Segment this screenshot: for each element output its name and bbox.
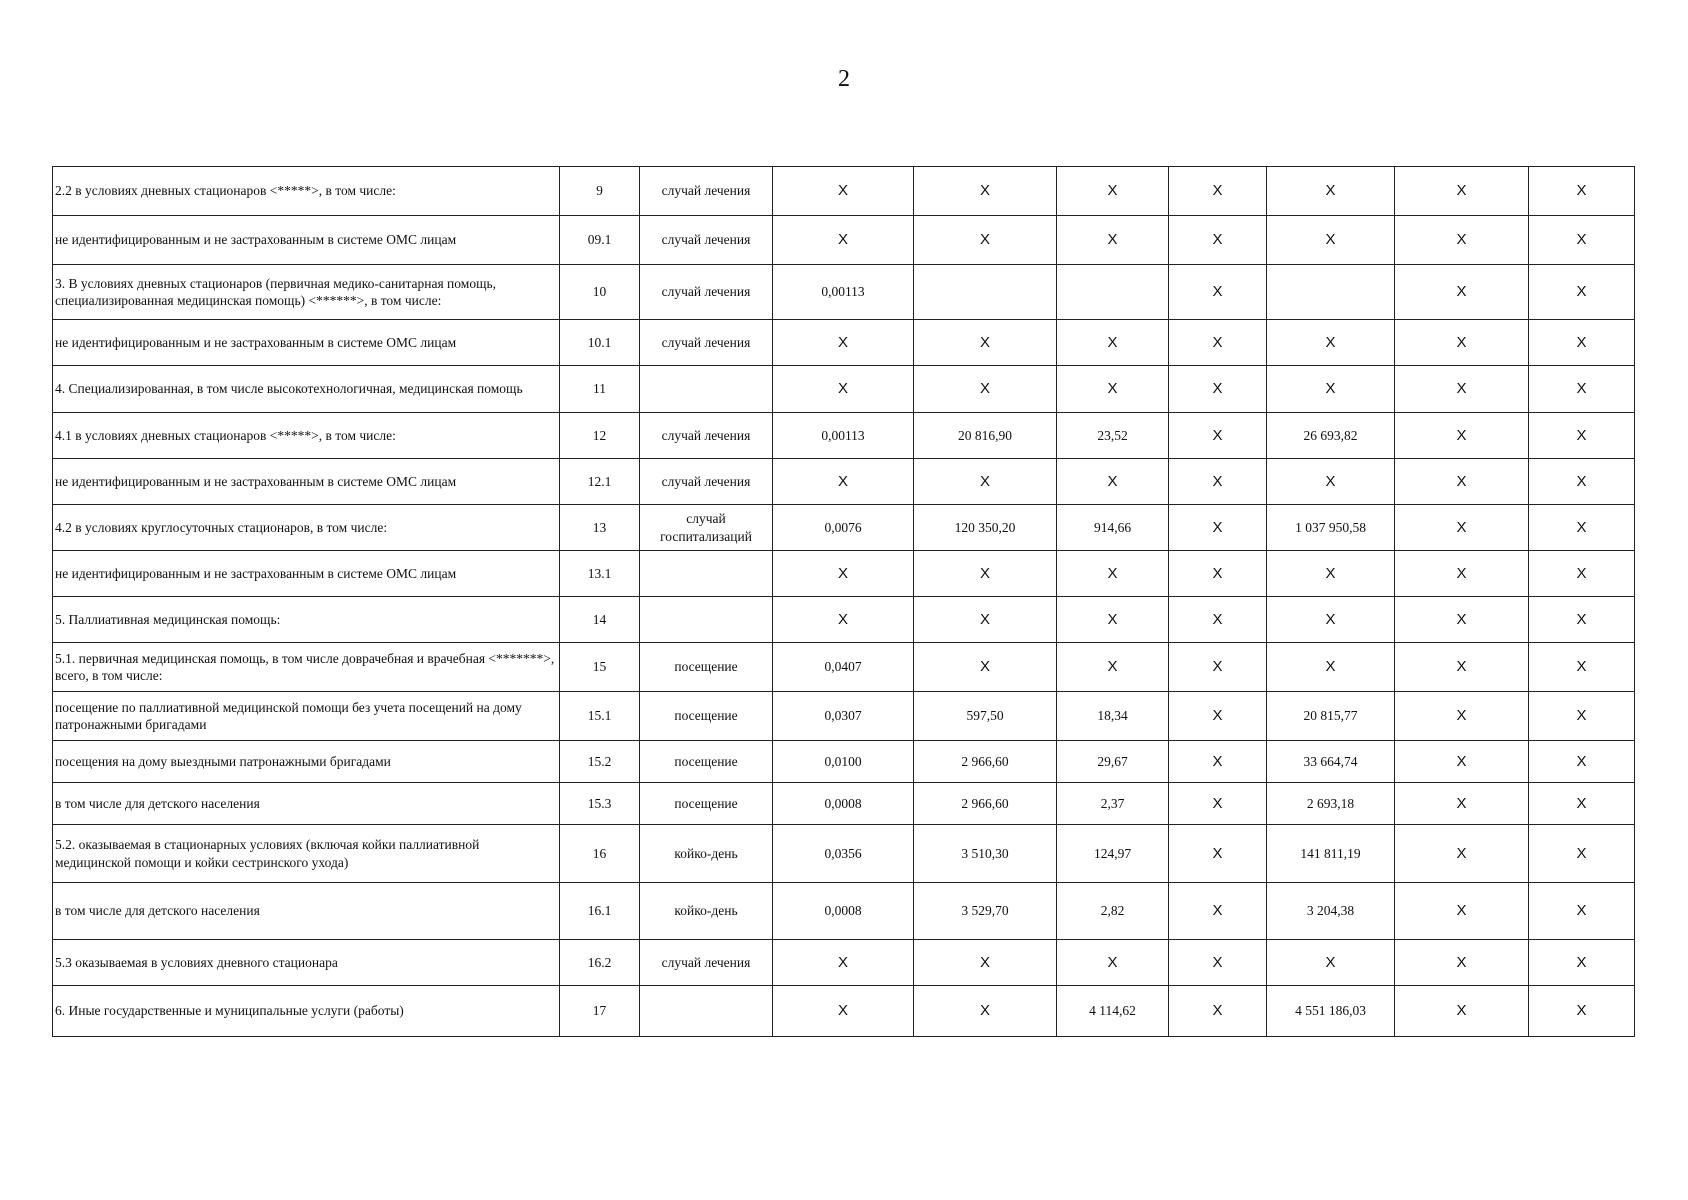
value-cell-6: X <box>1395 741 1529 783</box>
value-cell-5: X <box>1267 940 1395 986</box>
value-cell-5: X <box>1267 320 1395 366</box>
value-cell-2: 3 510,30 <box>914 825 1057 883</box>
value-cell-5: X <box>1267 167 1395 216</box>
row-number-cell: 14 <box>560 597 640 643</box>
value-cell-4: X <box>1169 366 1267 413</box>
value-cell-4: X <box>1169 413 1267 459</box>
value-cell-7: X <box>1529 692 1635 741</box>
unit-cell: случай лечения <box>640 413 773 459</box>
value-cell-3: 2,82 <box>1057 883 1169 940</box>
row-number-cell: 17 <box>560 986 640 1037</box>
row-name-cell: 5.3 оказываемая в условиях дневного стационара <box>53 940 560 986</box>
value-cell-6: X <box>1395 783 1529 825</box>
value-cell-4: X <box>1169 825 1267 883</box>
value-cell-7: X <box>1529 597 1635 643</box>
value-cell-1: 0,0008 <box>773 883 914 940</box>
value-cell-5: X <box>1267 643 1395 692</box>
value-cell-7: X <box>1529 783 1635 825</box>
value-cell-3: 18,34 <box>1057 692 1169 741</box>
row-name-cell: 5.2. оказываемая в стационарных условиях (включая койки паллиативной медицинской помощи и койки сестринского ухода) <box>53 825 560 883</box>
value-cell-1: 0,0356 <box>773 825 914 883</box>
row-number-cell: 09.1 <box>560 216 640 265</box>
value-cell-4: X <box>1169 216 1267 265</box>
row-name-cell: 6. Иные государственные и муниципальные услуги (работы) <box>53 986 560 1037</box>
value-cell-6: X <box>1395 216 1529 265</box>
data-table <box>52 166 1635 1037</box>
value-cell-2: X <box>914 459 1057 505</box>
value-cell-4: X <box>1169 505 1267 551</box>
unit-cell: случай лечения <box>640 265 773 320</box>
table-row <box>53 265 1635 320</box>
value-cell-2: X <box>914 940 1057 986</box>
value-cell-5: 3 204,38 <box>1267 883 1395 940</box>
row-name-cell: в том числе для детского населения <box>53 783 560 825</box>
value-cell-3: X <box>1057 940 1169 986</box>
page-number: 2 <box>838 66 850 92</box>
value-cell-4: X <box>1169 167 1267 216</box>
value-cell-7: X <box>1529 505 1635 551</box>
value-cell-6: X <box>1395 597 1529 643</box>
unit-cell: койко-день <box>640 883 773 940</box>
table-row <box>53 643 1635 692</box>
table-body <box>53 167 1635 1037</box>
value-cell-2: X <box>914 167 1057 216</box>
value-cell-4: X <box>1169 883 1267 940</box>
value-cell-7: X <box>1529 940 1635 986</box>
table-row <box>53 986 1635 1037</box>
value-cell-3: X <box>1057 459 1169 505</box>
table-row <box>53 459 1635 505</box>
value-cell-5: X <box>1267 597 1395 643</box>
value-cell-6: X <box>1395 643 1529 692</box>
value-cell-6: X <box>1395 551 1529 597</box>
value-cell-2: 3 529,70 <box>914 883 1057 940</box>
value-cell-6: X <box>1395 883 1529 940</box>
value-cell-6: X <box>1395 825 1529 883</box>
table-row <box>53 692 1635 741</box>
table-row <box>53 216 1635 265</box>
unit-cell: случай лечения <box>640 940 773 986</box>
value-cell-3: X <box>1057 216 1169 265</box>
table-row <box>53 413 1635 459</box>
table-row <box>53 597 1635 643</box>
row-name-cell: 5. Паллиативная медицинская помощь: <box>53 597 560 643</box>
table-row <box>53 883 1635 940</box>
value-cell-4: X <box>1169 265 1267 320</box>
value-cell-5: 1 037 950,58 <box>1267 505 1395 551</box>
value-cell-3 <box>1057 265 1169 320</box>
unit-cell <box>640 551 773 597</box>
value-cell-1: 0,0407 <box>773 643 914 692</box>
value-cell-3: X <box>1057 167 1169 216</box>
value-cell-6: X <box>1395 505 1529 551</box>
value-cell-5: 20 815,77 <box>1267 692 1395 741</box>
unit-cell <box>640 986 773 1037</box>
row-name-cell: не идентифицированным и не застрахованным в системе ОМС лицам <box>53 216 560 265</box>
value-cell-6: X <box>1395 986 1529 1037</box>
value-cell-3: X <box>1057 366 1169 413</box>
value-cell-1: X <box>773 366 914 413</box>
value-cell-6: X <box>1395 320 1529 366</box>
value-cell-1: X <box>773 167 914 216</box>
row-name-cell: 4.2 в условиях круглосуточных стационаров, в том числе: <box>53 505 560 551</box>
value-cell-7: X <box>1529 741 1635 783</box>
value-cell-7: X <box>1529 643 1635 692</box>
value-cell-2: X <box>914 551 1057 597</box>
value-cell-1: 0,0008 <box>773 783 914 825</box>
value-cell-6: X <box>1395 692 1529 741</box>
value-cell-3: 914,66 <box>1057 505 1169 551</box>
row-number-cell: 12.1 <box>560 459 640 505</box>
value-cell-2: 20 816,90 <box>914 413 1057 459</box>
value-cell-2 <box>914 265 1057 320</box>
value-cell-5: X <box>1267 366 1395 413</box>
value-cell-7: X <box>1529 825 1635 883</box>
row-number-cell: 9 <box>560 167 640 216</box>
unit-cell: посещение <box>640 692 773 741</box>
row-number-cell: 15.2 <box>560 741 640 783</box>
value-cell-7: X <box>1529 167 1635 216</box>
value-cell-2: 120 350,20 <box>914 505 1057 551</box>
value-cell-7: X <box>1529 986 1635 1037</box>
table-row <box>53 783 1635 825</box>
value-cell-6: X <box>1395 265 1529 320</box>
value-cell-1: X <box>773 940 914 986</box>
value-cell-4: X <box>1169 986 1267 1037</box>
value-cell-2: X <box>914 320 1057 366</box>
row-number-cell: 11 <box>560 366 640 413</box>
value-cell-7: X <box>1529 265 1635 320</box>
row-number-cell: 10.1 <box>560 320 640 366</box>
row-number-cell: 15 <box>560 643 640 692</box>
row-name-cell: не идентифицированным и не застрахованным в системе ОМС лицам <box>53 551 560 597</box>
value-cell-3: 4 114,62 <box>1057 986 1169 1037</box>
value-cell-7: X <box>1529 551 1635 597</box>
row-number-cell: 15.3 <box>560 783 640 825</box>
table-row <box>53 505 1635 551</box>
table-row <box>53 741 1635 783</box>
value-cell-5: 26 693,82 <box>1267 413 1395 459</box>
value-cell-2: 2 966,60 <box>914 741 1057 783</box>
value-cell-5: 2 693,18 <box>1267 783 1395 825</box>
row-name-cell: посещение по паллиативной медицинской помощи без учета посещений на дому патронажными бригадами <box>53 692 560 741</box>
value-cell-7: X <box>1529 883 1635 940</box>
row-name-cell: 3. В условиях дневных стационаров (первичная медико-санитарная помощь, специализированная медицинская помощь) <******>, в том числе: <box>53 265 560 320</box>
value-cell-3: X <box>1057 551 1169 597</box>
value-cell-5: X <box>1267 216 1395 265</box>
value-cell-6: X <box>1395 167 1529 216</box>
value-cell-5: X <box>1267 459 1395 505</box>
row-number-cell: 16.2 <box>560 940 640 986</box>
value-cell-1: 0,0307 <box>773 692 914 741</box>
row-name-cell: в том числе для детского населения <box>53 883 560 940</box>
value-cell-2: X <box>914 597 1057 643</box>
value-cell-5 <box>1267 265 1395 320</box>
value-cell-1: 0,00113 <box>773 265 914 320</box>
value-cell-5: 141 811,19 <box>1267 825 1395 883</box>
value-cell-2: X <box>914 366 1057 413</box>
value-cell-1: 0,0100 <box>773 741 914 783</box>
value-cell-4: X <box>1169 940 1267 986</box>
value-cell-4: X <box>1169 597 1267 643</box>
table-row <box>53 940 1635 986</box>
value-cell-1: X <box>773 986 914 1037</box>
value-cell-4: X <box>1169 643 1267 692</box>
value-cell-6: X <box>1395 459 1529 505</box>
value-cell-4: X <box>1169 551 1267 597</box>
value-cell-3: X <box>1057 643 1169 692</box>
table-row <box>53 551 1635 597</box>
unit-cell: койко-день <box>640 825 773 883</box>
row-name-cell: 5.1. первичная медицинская помощь, в том числе доврачебная и врачебная <*******>, всего, в том числе: <box>53 643 560 692</box>
row-name-cell: посещения на дому выездными патронажными бригадами <box>53 741 560 783</box>
value-cell-5: 33 664,74 <box>1267 741 1395 783</box>
value-cell-2: X <box>914 643 1057 692</box>
value-cell-1: 0,00113 <box>773 413 914 459</box>
value-cell-5: X <box>1267 551 1395 597</box>
table-row <box>53 320 1635 366</box>
value-cell-2: 597,50 <box>914 692 1057 741</box>
value-cell-3: X <box>1057 320 1169 366</box>
row-name-cell: 4.1 в условиях дневных стационаров <*****>, в том числе: <box>53 413 560 459</box>
value-cell-7: X <box>1529 216 1635 265</box>
value-cell-5: 4 551 186,03 <box>1267 986 1395 1037</box>
value-cell-6: X <box>1395 366 1529 413</box>
value-cell-2: X <box>914 986 1057 1037</box>
unit-cell: случай лечения <box>640 216 773 265</box>
table-row <box>53 366 1635 413</box>
value-cell-1: 0,0076 <box>773 505 914 551</box>
value-cell-2: X <box>914 216 1057 265</box>
value-cell-6: X <box>1395 940 1529 986</box>
row-number-cell: 16 <box>560 825 640 883</box>
value-cell-7: X <box>1529 459 1635 505</box>
value-cell-7: X <box>1529 413 1635 459</box>
value-cell-2: 2 966,60 <box>914 783 1057 825</box>
unit-cell: случай лечения <box>640 320 773 366</box>
value-cell-1: X <box>773 320 914 366</box>
unit-cell: посещение <box>640 783 773 825</box>
row-number-cell: 15.1 <box>560 692 640 741</box>
value-cell-1: X <box>773 597 914 643</box>
value-cell-1: X <box>773 216 914 265</box>
unit-cell: случай лечения <box>640 167 773 216</box>
row-number-cell: 16.1 <box>560 883 640 940</box>
table-row <box>53 167 1635 216</box>
value-cell-4: X <box>1169 741 1267 783</box>
row-number-cell: 10 <box>560 265 640 320</box>
unit-cell: случай госпитализаций <box>640 505 773 551</box>
row-number-cell: 12 <box>560 413 640 459</box>
row-name-cell: 2.2 в условиях дневных стационаров <*****>, в том числе: <box>53 167 560 216</box>
value-cell-7: X <box>1529 320 1635 366</box>
value-cell-4: X <box>1169 459 1267 505</box>
value-cell-3: 2,37 <box>1057 783 1169 825</box>
value-cell-3: 29,67 <box>1057 741 1169 783</box>
value-cell-1: X <box>773 459 914 505</box>
value-cell-7: X <box>1529 366 1635 413</box>
unit-cell: случай лечения <box>640 459 773 505</box>
unit-cell <box>640 366 773 413</box>
unit-cell: посещение <box>640 643 773 692</box>
row-name-cell: не идентифицированным и не застрахованным в системе ОМС лицам <box>53 459 560 505</box>
row-number-cell: 13.1 <box>560 551 640 597</box>
value-cell-3: 124,97 <box>1057 825 1169 883</box>
value-cell-1: X <box>773 551 914 597</box>
value-cell-3: 23,52 <box>1057 413 1169 459</box>
value-cell-3: X <box>1057 597 1169 643</box>
unit-cell <box>640 597 773 643</box>
value-cell-6: X <box>1395 413 1529 459</box>
value-cell-4: X <box>1169 783 1267 825</box>
row-number-cell: 13 <box>560 505 640 551</box>
row-name-cell: 4. Специализированная, в том числе высокотехнологичная, медицинская помощь <box>53 366 560 413</box>
row-name-cell: не идентифицированным и не застрахованным в системе ОМС лицам <box>53 320 560 366</box>
unit-cell: посещение <box>640 741 773 783</box>
value-cell-4: X <box>1169 692 1267 741</box>
table-row <box>53 825 1635 883</box>
value-cell-4: X <box>1169 320 1267 366</box>
